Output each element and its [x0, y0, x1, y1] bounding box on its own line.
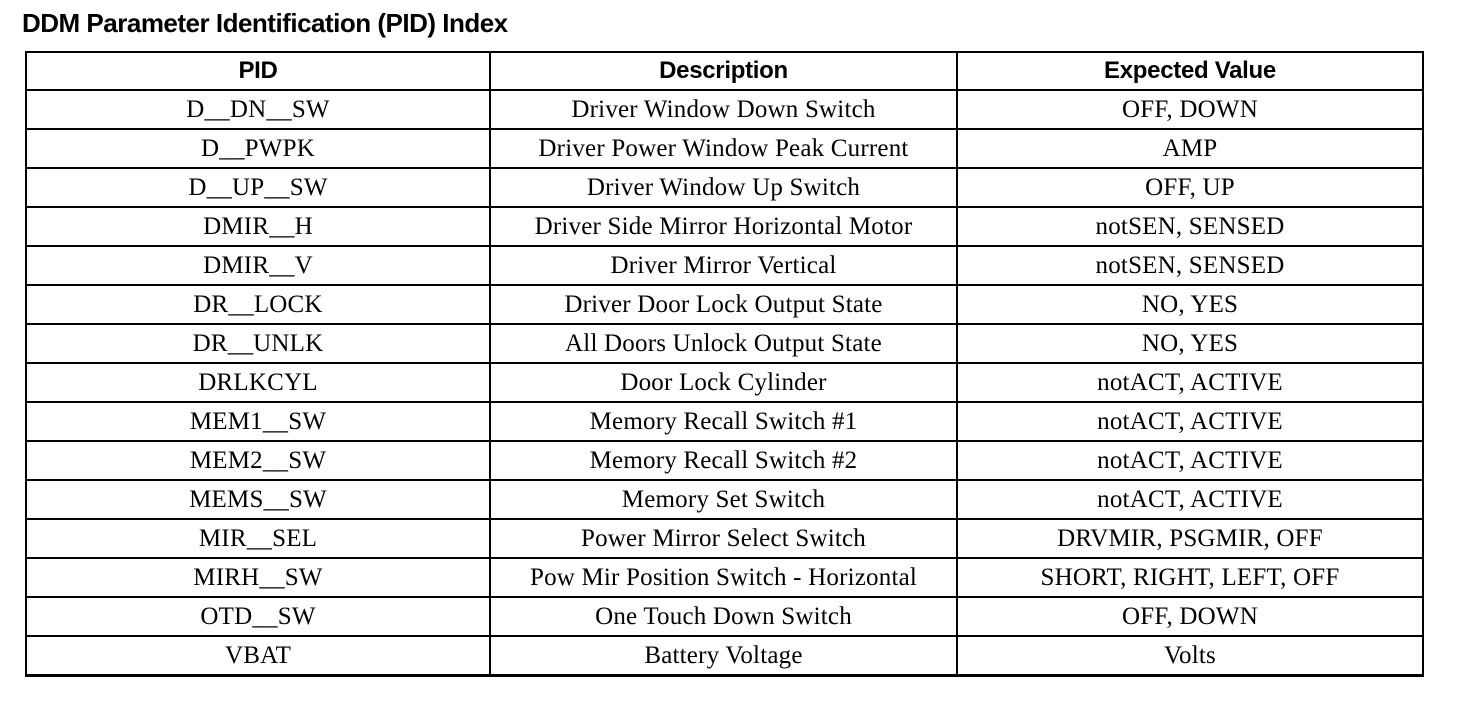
description-cell: Driver Window Down Switch — [490, 90, 957, 129]
pid-cell: DR__UNLK — [26, 324, 490, 363]
table-row — [26, 285, 1423, 324]
description-cell: All Doors Unlock Output State — [490, 324, 957, 363]
table-row — [26, 324, 1423, 363]
pid-cell: DMIR__V — [26, 246, 490, 285]
table-row — [26, 441, 1423, 480]
pid-cell: MIR__SEL — [26, 519, 490, 558]
expected-value-cell: DRVMIR, PSGMIR, OFF — [957, 519, 1423, 558]
table-row — [26, 363, 1423, 402]
table-row — [26, 207, 1423, 246]
pid-cell: D__PWPK — [26, 129, 490, 168]
description-cell: Battery Voltage — [490, 636, 957, 676]
table-row — [26, 90, 1423, 129]
expected-value-cell: notACT, ACTIVE — [957, 363, 1423, 402]
description-cell: Memory Set Switch — [490, 480, 957, 519]
expected-value-cell: Volts — [957, 636, 1423, 676]
expected-value-cell: notACT, ACTIVE — [957, 441, 1423, 480]
table-row — [26, 480, 1423, 519]
table-body — [26, 90, 1423, 676]
table-row — [26, 129, 1423, 168]
expected-value-cell: NO, YES — [957, 324, 1423, 363]
table-header — [26, 52, 1423, 90]
description-cell: Door Lock Cylinder — [490, 363, 957, 402]
expected-value-cell: AMP — [957, 129, 1423, 168]
pid-cell: D__UP__SW — [26, 168, 490, 207]
description-cell: Driver Window Up Switch — [490, 168, 957, 207]
pid-table — [25, 51, 1424, 677]
description-cell: Driver Door Lock Output State — [490, 285, 957, 324]
table-row — [26, 402, 1423, 441]
pid-cell: MIRH__SW — [26, 558, 490, 597]
description-cell: Memory Recall Switch #1 — [490, 402, 957, 441]
pid-cell: DR__LOCK — [26, 285, 490, 324]
table-row — [26, 168, 1423, 207]
table-row — [26, 636, 1423, 676]
description-cell: Driver Power Window Peak Current — [490, 129, 957, 168]
expected-value-cell: OFF, UP — [957, 168, 1423, 207]
pid-cell: D__DN__SW — [26, 90, 490, 129]
table-row — [26, 597, 1423, 636]
column-header-description: Description — [490, 52, 957, 90]
pid-cell: DRLKCYL — [26, 363, 490, 402]
expected-value-cell: NO, YES — [957, 285, 1423, 324]
pid-cell: MEM1__SW — [26, 402, 490, 441]
page-title: DDM Parameter Identification (PID) Index — [22, 8, 508, 38]
expected-value-cell: notSEN, SENSED — [957, 246, 1423, 285]
pid-cell: DMIR__H — [26, 207, 490, 246]
pid-cell: MEM2__SW — [26, 441, 490, 480]
table-row — [26, 246, 1423, 285]
column-header-expected-value: Expected Value — [957, 52, 1423, 90]
expected-value-cell: OFF, DOWN — [957, 597, 1423, 636]
description-cell: Pow Mir Position Switch - Horizontal — [490, 558, 957, 597]
table-row — [26, 558, 1423, 597]
description-cell: Driver Mirror Vertical — [490, 246, 957, 285]
pid-cell: VBAT — [26, 636, 490, 676]
pid-cell: MEMS__SW — [26, 480, 490, 519]
description-cell: Driver Side Mirror Horizontal Motor — [490, 207, 957, 246]
header-row — [26, 52, 1423, 90]
pid-cell: OTD__SW — [26, 597, 490, 636]
expected-value-cell: notACT, ACTIVE — [957, 402, 1423, 441]
expected-value-cell: OFF, DOWN — [957, 90, 1423, 129]
table-row — [26, 519, 1423, 558]
column-header-pid: PID — [26, 52, 490, 90]
description-cell: One Touch Down Switch — [490, 597, 957, 636]
expected-value-cell: notSEN, SENSED — [957, 207, 1423, 246]
expected-value-cell: notACT, ACTIVE — [957, 480, 1423, 519]
description-cell: Power Mirror Select Switch — [490, 519, 957, 558]
expected-value-cell: SHORT, RIGHT, LEFT, OFF — [957, 558, 1423, 597]
description-cell: Memory Recall Switch #2 — [490, 441, 957, 480]
